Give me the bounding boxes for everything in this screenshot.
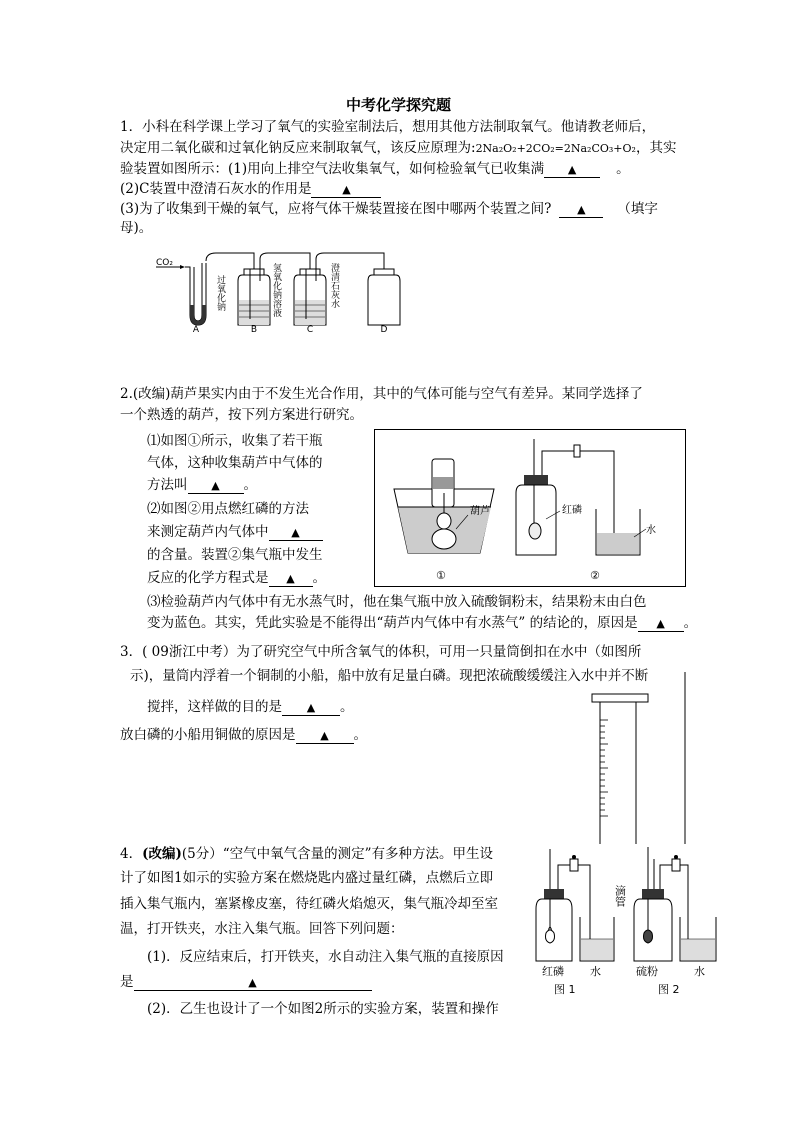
q4-figures (528, 845, 728, 1005)
q3-line3-text: 搅拌，这样做的目的是 (147, 699, 282, 715)
q2-s1c (147, 476, 257, 495)
q4-number: 4． (120, 846, 143, 862)
q1-line6: 母)。 (120, 220, 153, 236)
dropper-label: 滴管 (613, 885, 627, 907)
label-a-sodium-peroxide: 过氧化钠 (215, 275, 225, 311)
q3-line1: 3．( 09浙江中考）为了研究空气中所含氧气的体积，可用一只量筒倒扣在水中（如图所 (120, 644, 642, 660)
q2-figure-box (374, 429, 686, 587)
q2-s2d-text: 反应的化学方程式是 (147, 570, 269, 586)
q1-line2 (120, 139, 676, 158)
q1-line2-tail: ，其实 (635, 140, 677, 156)
q1-line4-text: (2)C装置中澄清石灰水的作用是 (120, 181, 312, 197)
q3-cylinder-figure (574, 672, 686, 844)
q1-line2-text: 决定用二氧化碳和过氧化钠反应来制取氧气，该反应原理为: (120, 140, 476, 156)
red-phosphorus-label: 红磷 (562, 505, 582, 516)
q4-line7: (2)．乙生也设计了一个如图2所示的实验方案，装置和操作 (147, 1001, 499, 1017)
q4-line1 (120, 845, 493, 864)
letter-a: A (192, 325, 200, 333)
gourd-label: 葫芦 (470, 506, 490, 517)
letter-d: D (380, 325, 388, 333)
q1-line3 (120, 160, 630, 179)
letter-b: B (250, 325, 258, 333)
sulfur-powder-label: 硫粉 (636, 965, 658, 978)
q2-s2b-text: 来测定葫芦内气体中 (147, 524, 269, 540)
answer-blank[interactable] (269, 571, 313, 587)
answer-blank[interactable] (282, 700, 340, 716)
answer-blank[interactable] (638, 616, 684, 632)
q2-line1: 2.(改编)葫芦果实内由于不发生光合作用，其中的气体可能与空气有差异。某同学选择了 (120, 386, 643, 402)
q1-line5 (120, 200, 658, 219)
co2-label: CO₂ (156, 258, 173, 268)
q4-line2: 计了如图1如示的实验方案在燃烧匙内盛过量红磷，点燃后立即 (120, 870, 494, 886)
q4-line1-text: (5分）“空气中氧气含量的测定”有多种方法。甲生设 (181, 846, 494, 862)
q2-s3a: ⑶检验葫芦内气体中有无水蒸气时，他在集气瓶中放入硫酸铜粉末，结果粉末由白色 (147, 594, 647, 610)
q2-s1c-text: 方法叫 (147, 477, 188, 493)
answer-blank[interactable] (134, 975, 372, 991)
answer-blank[interactable] (544, 162, 600, 178)
q2-s1b: 气体，这种收集葫芦中气体的 (147, 455, 323, 471)
figure-1-number: ① (436, 569, 446, 582)
answer-blank[interactable] (311, 182, 381, 198)
q2-s3b (147, 614, 697, 633)
q3-line3-end: 。 (340, 699, 354, 715)
q3-line2: 示)，量筒内浮着一个铜制的小船，船中放有足量白磷。现把浓硫酸缓缓注入水中并不断 (130, 668, 649, 684)
reaction-equation: 2Na₂O₂+2CO₂=2Na₂CO₃+O₂ (475, 142, 636, 155)
blank-marker: ▲ (248, 976, 257, 989)
q4-line6 (120, 973, 372, 992)
answer-blank[interactable] (559, 202, 603, 218)
q4-line3: 插入集气瓶内，塞紧橡皮塞，待红磷火焰熄灭，集气瓶冷却至室 (120, 896, 498, 912)
blank-marker: ▲ (567, 163, 577, 176)
q1-line4 (120, 180, 381, 199)
water-label: 水 (646, 525, 656, 536)
q2-s2a: ⑵如图②用点燃红磷的方法 (147, 501, 309, 517)
blank-marker: ▲ (286, 572, 295, 585)
q3-line4-text: 放白磷的小船用铜做的原因是 (120, 727, 296, 743)
answer-blank[interactable] (296, 728, 354, 744)
blank-marker: ▲ (656, 617, 665, 630)
blank-marker: ▲ (306, 701, 316, 714)
q3-line4 (120, 726, 367, 745)
answer-blank[interactable] (188, 478, 244, 494)
q4-line4: 温，打开铁夹，水注入集气瓶。回答下列问题： (120, 921, 404, 937)
q2-s3b-text: 变为蓝色。其实，凭此实验是不能得出“葫芦内气体中有水蒸气” 的结论的，原因是 (147, 615, 638, 631)
figure-2-caption: 图 2 (658, 983, 680, 996)
q2-s1a: ⑴如图①所示，收集了若干瓶 (147, 433, 323, 449)
label-c-limewater: 澄清石灰水 (329, 263, 339, 308)
q1-line3-text: 验装置如图所示：(1)用向上排空气法收集氧气，如何检验氧气已收集满 (120, 161, 545, 177)
q2-s1c-end: 。 (243, 477, 257, 493)
q2-line2: 一个熟透的葫芦，按下列方案进行研究。 (120, 407, 363, 423)
q1-apparatus-figure (150, 245, 410, 333)
blank-marker: ▲ (291, 526, 300, 539)
figure-1-caption: 图 1 (554, 983, 576, 996)
q2-s2b (147, 523, 323, 542)
blank-marker: ▲ (320, 729, 329, 742)
q1-line5-tail: （填字 (617, 201, 658, 217)
q4-tag: (改编) (142, 846, 182, 862)
water-label-1: 水 (590, 965, 601, 978)
q1-line3-tail: 。 (616, 161, 630, 177)
figure-2-number: ② (590, 569, 600, 582)
q2-s2c: 的含量。装置②集气瓶中发生 (147, 547, 323, 563)
blank-marker: ▲ (342, 183, 351, 196)
q3-line3 (147, 698, 354, 717)
q4-line6-text: 是 (120, 974, 134, 990)
letter-c: C (306, 325, 314, 333)
blank-marker: ▲ (577, 203, 586, 216)
water-label-2: 水 (694, 965, 705, 978)
label-b-naoh-solution: 氢氧化钠溶液 (271, 263, 281, 317)
q1-line1: 1．小科在科学课上学习了氧气的实验室制法后，想用其他方法制取氧气。他请教老师后， (120, 119, 656, 135)
q2-s3b-end: 。 (683, 615, 698, 631)
q1-line5-text: (3)为了收集到干燥的氧气，应将气体干燥装置接在图中哪两个装置之间? (120, 201, 552, 217)
q2-s2d-end: 。 (312, 570, 326, 586)
blank-marker: ▲ (211, 479, 220, 492)
q2-s2d (147, 569, 326, 588)
answer-blank[interactable] (269, 525, 323, 541)
page-title: 中考化学探究题 (346, 96, 452, 114)
red-phosphorus-label: 红磷 (542, 965, 564, 978)
q4-line5: (1)．反应结束后，打开铁夹，水自动注入集气瓶的直接原因 (147, 949, 504, 965)
q3-line4-end: 。 (353, 727, 367, 743)
